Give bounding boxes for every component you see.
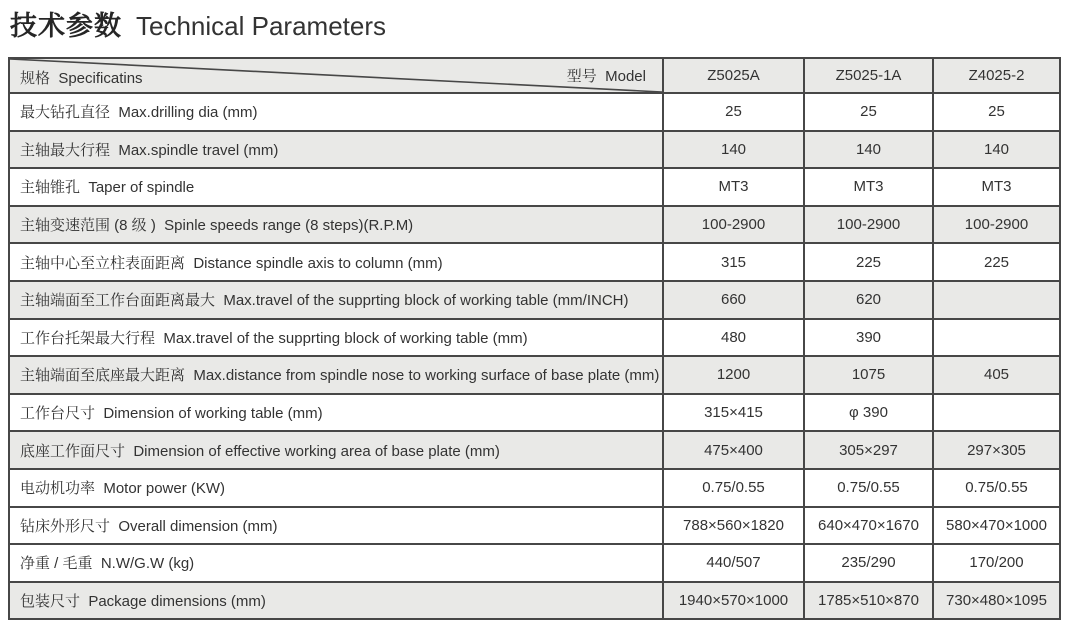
row-value: 100-2900	[933, 206, 1060, 244]
row-value: 25	[663, 93, 804, 131]
table-row	[9, 243, 1060, 281]
row-value: 140	[804, 131, 933, 169]
header-model-2: Z5025-1A	[804, 58, 933, 93]
header-model-3: Z4025-2	[933, 58, 1060, 93]
row-value: 0.75/0.55	[804, 469, 933, 507]
row-value: 1075	[804, 356, 933, 394]
row-value: 225	[804, 243, 933, 281]
row-value: 140	[933, 131, 1060, 169]
table-row	[9, 507, 1060, 545]
table-row	[9, 356, 1060, 394]
row-value: φ 390	[804, 394, 933, 432]
row-value: 440/507	[663, 544, 804, 582]
row-value: 390	[804, 319, 933, 357]
page-title-chinese: 技术参数	[10, 11, 122, 41]
row-value: 730×480×1095	[933, 582, 1060, 620]
row-value: MT3	[933, 168, 1060, 206]
header-row	[9, 58, 1060, 93]
row-value: 0.75/0.55	[933, 469, 1060, 507]
table-row	[9, 168, 1060, 206]
row-value	[933, 394, 1060, 432]
row-value: 235/290	[804, 544, 933, 582]
row-label: 钻床外形尺寸 Overall dimension (mm)	[9, 507, 663, 545]
row-value: 297×305	[933, 431, 1060, 469]
row-label: 主轴最大行程 Max.spindle travel (mm)	[9, 131, 663, 169]
row-value: 1200	[663, 356, 804, 394]
model-label: 型号 Model	[566, 68, 646, 85]
row-label: 主轴中心至立柱表面距离 Distance spindle axis to column (mm)	[9, 243, 663, 281]
row-value: 1940×570×1000	[663, 582, 804, 620]
header-model-1: Z5025A	[663, 58, 804, 93]
row-value: 140	[663, 131, 804, 169]
row-value: 660	[663, 281, 804, 319]
header-spec-model-cell	[9, 58, 663, 93]
row-value: 100-2900	[804, 206, 933, 244]
row-value	[933, 281, 1060, 319]
row-label: 主轴端面至底座最大距离 Max.distance from spindle nose to working surface of base plate (mm)	[9, 356, 663, 394]
table-row	[9, 281, 1060, 319]
table-body	[9, 93, 1060, 619]
row-value: 305×297	[804, 431, 933, 469]
row-value: 1785×510×870	[804, 582, 933, 620]
row-label: 主轴锥孔 Taper of spindle	[9, 168, 663, 206]
row-value: 620	[804, 281, 933, 319]
row-value: 480	[663, 319, 804, 357]
page-title-english: Technical Parameters	[136, 11, 386, 41]
row-label: 最大钻孔直径 Max.drilling dia (mm)	[9, 93, 663, 131]
table-row	[9, 394, 1060, 432]
row-value: 170/200	[933, 544, 1060, 582]
table-row	[9, 319, 1060, 357]
spec-label: 规格 Specificatins	[20, 70, 143, 87]
row-label: 工作台托架最大行程 Max.travel of the supprting block of working table (mm)	[9, 319, 663, 357]
row-value: 405	[933, 356, 1060, 394]
table-row	[9, 544, 1060, 582]
row-value: 315×415	[663, 394, 804, 432]
table-row	[9, 131, 1060, 169]
table-row	[9, 93, 1060, 131]
row-label: 净重 / 毛重 N.W/G.W (kg)	[9, 544, 663, 582]
row-label: 工作台尺寸 Dimension of working table (mm)	[9, 394, 663, 432]
row-value: 788×560×1820	[663, 507, 804, 545]
row-value: MT3	[804, 168, 933, 206]
row-label: 电动机功率 Motor power (KW)	[9, 469, 663, 507]
row-value: 315	[663, 243, 804, 281]
row-value: MT3	[663, 168, 804, 206]
row-label: 包装尺寸 Package dimensions (mm)	[9, 582, 663, 620]
row-value: 25	[933, 93, 1060, 131]
row-label: 主轴端面至工作台面距离最大 Max.travel of the supprting block of working table (mm/INCH)	[9, 281, 663, 319]
row-value: 225	[933, 243, 1060, 281]
row-value: 640×470×1670	[804, 507, 933, 545]
row-value: 25	[804, 93, 933, 131]
table-row	[9, 582, 1060, 620]
table-row	[9, 206, 1060, 244]
row-value: 0.75/0.55	[663, 469, 804, 507]
parameters-table	[8, 57, 1061, 620]
page-title	[10, 4, 386, 43]
row-value: 580×470×1000	[933, 507, 1060, 545]
row-value	[933, 319, 1060, 357]
table-row	[9, 431, 1060, 469]
row-label: 底座工作面尺寸 Dimension of effective working area of base plate (mm)	[9, 431, 663, 469]
table-row	[9, 469, 1060, 507]
row-value: 100-2900	[663, 206, 804, 244]
row-label: 主轴变速范围 (8 级 ) Spinle speeds range (8 steps)(R.P.M)	[9, 206, 663, 244]
row-value: 475×400	[663, 431, 804, 469]
